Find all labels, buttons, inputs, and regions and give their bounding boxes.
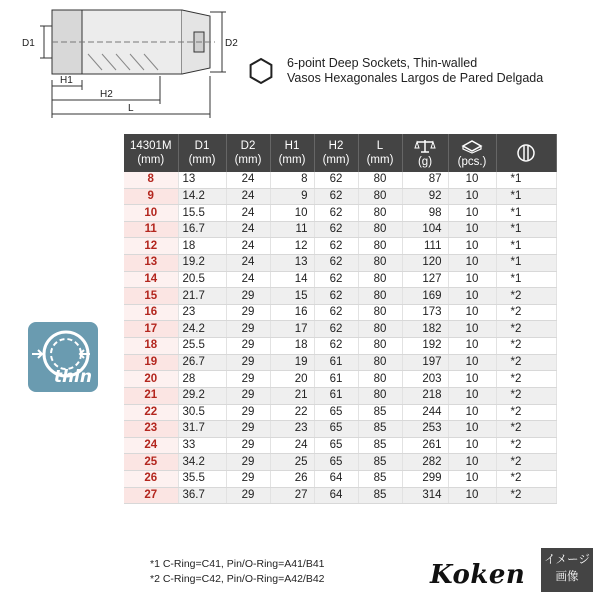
- cell-h1: 24: [270, 437, 314, 454]
- cell-h2: 62: [314, 172, 358, 188]
- table-row: [124, 255, 556, 272]
- cell-d2: 29: [226, 470, 270, 487]
- cell-h2: 62: [314, 271, 358, 288]
- cell-h2: 62: [314, 221, 358, 238]
- cell-h2: 65: [314, 404, 358, 421]
- cell-l: 80: [358, 205, 402, 222]
- footnotes: [150, 557, 325, 587]
- cell-l: 80: [358, 354, 402, 371]
- cell-pcs: 10: [448, 304, 496, 321]
- cell-h1: 20: [270, 371, 314, 388]
- cell-ring: *2: [496, 487, 556, 504]
- table-row: [124, 421, 556, 438]
- table-row: [124, 470, 556, 487]
- cell-size: 11: [124, 221, 178, 238]
- cell-h2: 65: [314, 421, 358, 438]
- cell-pcs: 10: [448, 255, 496, 272]
- cell-weight: 111: [402, 238, 448, 255]
- cell-d1: 21.7: [178, 288, 226, 305]
- header-size: 14301M (mm): [124, 134, 178, 172]
- cell-l: 80: [358, 338, 402, 355]
- table-row: [124, 188, 556, 205]
- cell-d2: 24: [226, 271, 270, 288]
- cell-l: 85: [358, 404, 402, 421]
- cell-h1: 22: [270, 404, 314, 421]
- table-row: [124, 321, 556, 338]
- cell-d2: 24: [226, 205, 270, 222]
- cell-size: 25: [124, 454, 178, 471]
- cell-h1: 9: [270, 188, 314, 205]
- cell-ring: *1: [496, 188, 556, 205]
- cell-size: 16: [124, 304, 178, 321]
- cell-pcs: 10: [448, 437, 496, 454]
- cell-pcs: 10: [448, 321, 496, 338]
- cell-h2: 65: [314, 437, 358, 454]
- cell-l: 85: [358, 437, 402, 454]
- cell-ring: *2: [496, 321, 556, 338]
- cell-h1: 12: [270, 238, 314, 255]
- cell-d2: 29: [226, 321, 270, 338]
- cell-ring: *2: [496, 288, 556, 305]
- header-package: (pcs.): [448, 134, 496, 172]
- table-row: [124, 354, 556, 371]
- cell-weight: 218: [402, 387, 448, 404]
- table-row: [124, 454, 556, 471]
- cell-h2: 62: [314, 238, 358, 255]
- table-row: [124, 487, 556, 504]
- cell-weight: 314: [402, 487, 448, 504]
- cell-h2: 64: [314, 470, 358, 487]
- table-row: [124, 172, 556, 188]
- cell-pcs: 10: [448, 172, 496, 188]
- cell-ring: *1: [496, 255, 556, 272]
- footnote-2: *2 C-Ring=C42, Pin/O-Ring=A42/B42: [150, 573, 325, 585]
- table-row: [124, 338, 556, 355]
- table-row: [124, 304, 556, 321]
- cell-weight: 261: [402, 437, 448, 454]
- cell-h2: 61: [314, 371, 358, 388]
- cell-pcs: 10: [448, 205, 496, 222]
- table-row: [124, 271, 556, 288]
- image-badge-line2: 画像: [555, 571, 579, 583]
- header-h1: H1 (mm): [270, 134, 314, 172]
- cell-d1: 30.5: [178, 404, 226, 421]
- specifications-table: [124, 134, 557, 504]
- image-badge-line1: イメージ: [544, 554, 590, 566]
- table-row: [124, 205, 556, 222]
- cell-h2: 61: [314, 387, 358, 404]
- cell-d1: 25.5: [178, 338, 226, 355]
- cell-pcs: 10: [448, 271, 496, 288]
- cell-size: 9: [124, 188, 178, 205]
- cell-h1: 21: [270, 387, 314, 404]
- cell-d2: 24: [226, 255, 270, 272]
- cell-pcs: 10: [448, 470, 496, 487]
- cell-size: 19: [124, 354, 178, 371]
- cell-pcs: 10: [448, 354, 496, 371]
- cell-h1: 18: [270, 338, 314, 355]
- cell-size: 24: [124, 437, 178, 454]
- cell-l: 80: [358, 271, 402, 288]
- cell-size: 23: [124, 421, 178, 438]
- hexagon-icon: [246, 56, 276, 86]
- cell-h1: 10: [270, 205, 314, 222]
- cell-weight: 244: [402, 404, 448, 421]
- cell-size: 26: [124, 470, 178, 487]
- cell-h2: 61: [314, 354, 358, 371]
- header-d1: D1 (mm): [178, 134, 226, 172]
- cell-l: 85: [358, 470, 402, 487]
- cell-l: 80: [358, 221, 402, 238]
- cell-d2: 29: [226, 304, 270, 321]
- cell-d2: 29: [226, 437, 270, 454]
- cell-d1: 31.7: [178, 421, 226, 438]
- cell-h1: 13: [270, 255, 314, 272]
- cell-ring: *1: [496, 172, 556, 188]
- cell-l: 85: [358, 421, 402, 438]
- cell-pcs: 10: [448, 338, 496, 355]
- cell-ring: *2: [496, 338, 556, 355]
- table-header-row: [124, 134, 556, 172]
- cell-size: 17: [124, 321, 178, 338]
- cell-l: 85: [358, 454, 402, 471]
- cell-l: 85: [358, 487, 402, 504]
- cell-size: 8: [124, 172, 178, 188]
- cell-weight: 253: [402, 421, 448, 438]
- cell-h1: 26: [270, 470, 314, 487]
- cell-pcs: 10: [448, 238, 496, 255]
- image-badge: [541, 548, 593, 592]
- product-title: [287, 56, 543, 86]
- cell-ring: *1: [496, 271, 556, 288]
- cell-size: 10: [124, 205, 178, 222]
- cell-pcs: 10: [448, 188, 496, 205]
- cell-ring: *1: [496, 221, 556, 238]
- cell-h2: 62: [314, 188, 358, 205]
- cell-l: 80: [358, 304, 402, 321]
- cell-d2: 29: [226, 354, 270, 371]
- h1-label: H1: [60, 75, 73, 86]
- cell-size: 21: [124, 387, 178, 404]
- cell-d1: 34.2: [178, 454, 226, 471]
- cell-l: 80: [358, 321, 402, 338]
- cell-h2: 62: [314, 255, 358, 272]
- cell-d2: 24: [226, 172, 270, 188]
- table-row: [124, 288, 556, 305]
- cell-h1: 8: [270, 172, 314, 188]
- cell-weight: 182: [402, 321, 448, 338]
- cell-l: 80: [358, 172, 402, 188]
- cell-size: 12: [124, 238, 178, 255]
- cell-pcs: 10: [448, 371, 496, 388]
- cell-l: 80: [358, 371, 402, 388]
- cell-h1: 19: [270, 354, 314, 371]
- table-row: [124, 371, 556, 388]
- cell-h1: 15: [270, 288, 314, 305]
- table-row: [124, 387, 556, 404]
- cell-d2: 29: [226, 454, 270, 471]
- cell-size: 22: [124, 404, 178, 421]
- cell-d1: 16.7: [178, 221, 226, 238]
- l-label: L: [128, 103, 134, 114]
- cell-d1: 29.2: [178, 387, 226, 404]
- cell-l: 80: [358, 288, 402, 305]
- cell-d2: 24: [226, 221, 270, 238]
- cell-d2: 29: [226, 404, 270, 421]
- cell-pcs: 10: [448, 221, 496, 238]
- cell-pcs: 10: [448, 288, 496, 305]
- cell-h2: 62: [314, 288, 358, 305]
- cell-l: 80: [358, 238, 402, 255]
- cell-size: 15: [124, 288, 178, 305]
- header-h2: H2 (mm): [314, 134, 358, 172]
- table-row: [124, 404, 556, 421]
- cell-ring: *2: [496, 421, 556, 438]
- cell-h1: 11: [270, 221, 314, 238]
- cell-ring: *2: [496, 371, 556, 388]
- cell-d2: 29: [226, 421, 270, 438]
- cell-l: 80: [358, 188, 402, 205]
- cell-d2: 29: [226, 487, 270, 504]
- cell-d2: 29: [226, 371, 270, 388]
- cell-ring: *2: [496, 354, 556, 371]
- socket-dimension-drawing: [10, 2, 240, 122]
- cell-h1: 14: [270, 271, 314, 288]
- cell-d2: 24: [226, 188, 270, 205]
- footnote-1: *1 C-Ring=C41, Pin/O-Ring=A41/B41: [150, 558, 325, 570]
- cell-h2: 62: [314, 338, 358, 355]
- cell-h1: 17: [270, 321, 314, 338]
- cell-size: 18: [124, 338, 178, 355]
- cell-size: 20: [124, 371, 178, 388]
- cell-ring: *1: [496, 238, 556, 255]
- cell-h2: 64: [314, 487, 358, 504]
- cell-d1: 14.2: [178, 188, 226, 205]
- cell-size: 13: [124, 255, 178, 272]
- table-row: [124, 437, 556, 454]
- cell-weight: 104: [402, 221, 448, 238]
- cell-ring: *2: [496, 437, 556, 454]
- cell-ring: *2: [496, 304, 556, 321]
- header-d2: D2 (mm): [226, 134, 270, 172]
- d1-label: D1: [22, 38, 35, 49]
- cell-weight: 120: [402, 255, 448, 272]
- cell-d2: 24: [226, 238, 270, 255]
- cell-d1: 19.2: [178, 255, 226, 272]
- h2-label: H2: [100, 89, 113, 100]
- cell-weight: 92: [402, 188, 448, 205]
- cell-weight: 197: [402, 354, 448, 371]
- cell-weight: 173: [402, 304, 448, 321]
- cell-pcs: 10: [448, 454, 496, 471]
- cell-d1: 26.7: [178, 354, 226, 371]
- pin-ring-icon: [515, 142, 537, 164]
- cell-d2: 29: [226, 338, 270, 355]
- cell-weight: 87: [402, 172, 448, 188]
- header-l: L (mm): [358, 134, 402, 172]
- cell-h1: 25: [270, 454, 314, 471]
- cell-h2: 62: [314, 321, 358, 338]
- cell-weight: 192: [402, 338, 448, 355]
- table-row: [124, 221, 556, 238]
- cell-weight: 203: [402, 371, 448, 388]
- cell-d1: 28: [178, 371, 226, 388]
- thin-label: thin: [53, 367, 92, 387]
- thin-wall-badge: [28, 322, 98, 392]
- cell-weight: 127: [402, 271, 448, 288]
- cell-d1: 15.5: [178, 205, 226, 222]
- cell-d1: 13: [178, 172, 226, 188]
- cell-h2: 62: [314, 205, 358, 222]
- cell-pcs: 10: [448, 421, 496, 438]
- cell-d1: 23: [178, 304, 226, 321]
- cell-weight: 98: [402, 205, 448, 222]
- cell-weight: 169: [402, 288, 448, 305]
- cell-size: 27: [124, 487, 178, 504]
- cell-l: 80: [358, 387, 402, 404]
- cell-d1: 18: [178, 238, 226, 255]
- cell-pcs: 10: [448, 487, 496, 504]
- table-row: [124, 238, 556, 255]
- scale-icon: [414, 138, 436, 154]
- cell-h1: 16: [270, 304, 314, 321]
- koken-logo: Koken: [430, 560, 526, 590]
- cell-d2: 29: [226, 387, 270, 404]
- cell-d1: 20.5: [178, 271, 226, 288]
- cell-h1: 27: [270, 487, 314, 504]
- title-spanish: Vasos Hexagonales Largos de Pared Delgada: [287, 71, 544, 85]
- header-weight: (g): [402, 134, 448, 172]
- cell-d2: 29: [226, 288, 270, 305]
- cell-weight: 282: [402, 454, 448, 471]
- cell-d1: 24.2: [178, 321, 226, 338]
- cell-d1: 33: [178, 437, 226, 454]
- cell-l: 80: [358, 255, 402, 272]
- header-pin-ring: [496, 134, 556, 172]
- package-icon: [461, 138, 483, 154]
- d2-label: D2: [225, 38, 238, 49]
- cell-h2: 62: [314, 304, 358, 321]
- cell-pcs: 10: [448, 387, 496, 404]
- cell-ring: *2: [496, 387, 556, 404]
- cell-d1: 35.5: [178, 470, 226, 487]
- cell-ring: *1: [496, 205, 556, 222]
- cell-d1: 36.7: [178, 487, 226, 504]
- cell-ring: *2: [496, 470, 556, 487]
- cell-size: 14: [124, 271, 178, 288]
- cell-ring: *2: [496, 454, 556, 471]
- cell-pcs: 10: [448, 404, 496, 421]
- cell-h1: 23: [270, 421, 314, 438]
- cell-ring: *2: [496, 404, 556, 421]
- cell-weight: 299: [402, 470, 448, 487]
- title-english: 6-point Deep Sockets, Thin-walled: [287, 56, 478, 70]
- cell-h2: 65: [314, 454, 358, 471]
